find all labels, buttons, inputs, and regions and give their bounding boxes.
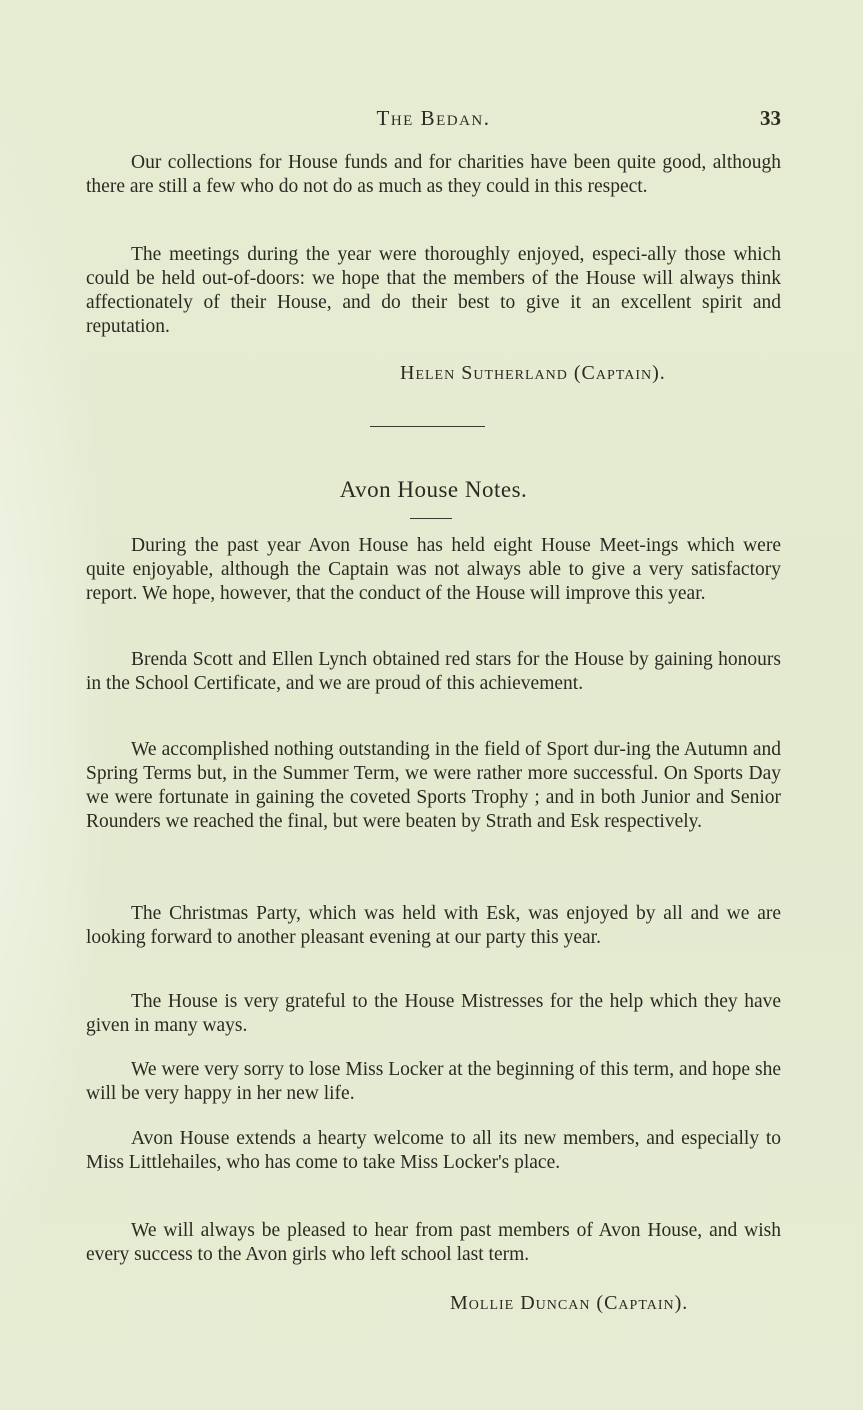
signature: Helen Sutherland (Captain). xyxy=(400,362,666,384)
paragraph: We will always be pleased to hear from past members of Avon House, and wish every success to the Avon girls who left school last term. xyxy=(86,1220,781,1265)
paragraph: We accomplished nothing outstanding in the field of Sport dur-ing the Autumn and Spring Terms but, in the Summer Term, we were rather more successful. On Sports Day we were fortunate in gaining the coveted Sports Trophy ; and in both Junior and Senior Rounders we reached the final, but were beaten by Strath and Esk respectively. xyxy=(86,739,781,832)
paragraph: During the past year Avon House has held eight House Meet-ings which were quite enjoyable, although the Captain was not always able to give a very satisfactory report. We hope, however, that the conduct of the House will improve this year. xyxy=(86,535,781,604)
section-heading: Avon House Notes. xyxy=(339,477,528,502)
paragraph: Brenda Scott and Ellen Lynch obtained red stars for the House by gaining honours in the School Certificate, and we are proud of this achievement. xyxy=(86,649,781,694)
running-title: The Bedan. xyxy=(376,106,491,130)
paragraph: We were very sorry to lose Miss Locker at the beginning of this term, and hope she will be very happy in her new life. xyxy=(86,1059,781,1104)
paragraph: The meetings during the year were thoroughly enjoyed, especi-ally those which could be held out-of-doors: we hope that the members of the House will always think affectionately of their House, and do their best to give it an excellent spirit and reputation. xyxy=(86,244,781,337)
paragraph: The House is very grateful to the House Mistresses for the help which they have given in many ways. xyxy=(86,991,781,1036)
paragraph: Avon House extends a hearty welcome to all its new members, and especially to Miss Littlehailes, who has come to take Miss Locker's place. xyxy=(86,1128,781,1173)
paragraph: The Christmas Party, which was held with Esk, was enjoyed by all and we are looking forward to another pleasant evening at our party this year. xyxy=(86,903,781,948)
heading-underline xyxy=(410,518,452,519)
section-divider xyxy=(370,426,485,427)
page-header xyxy=(86,106,781,136)
signature: Mollie Duncan (Captain). xyxy=(450,1292,689,1314)
paragraph: Our collections for House funds and for charities have been quite good, although there are still a few who do not do as much as they could in this respect. xyxy=(86,152,781,197)
page-number: 33 xyxy=(760,106,781,130)
